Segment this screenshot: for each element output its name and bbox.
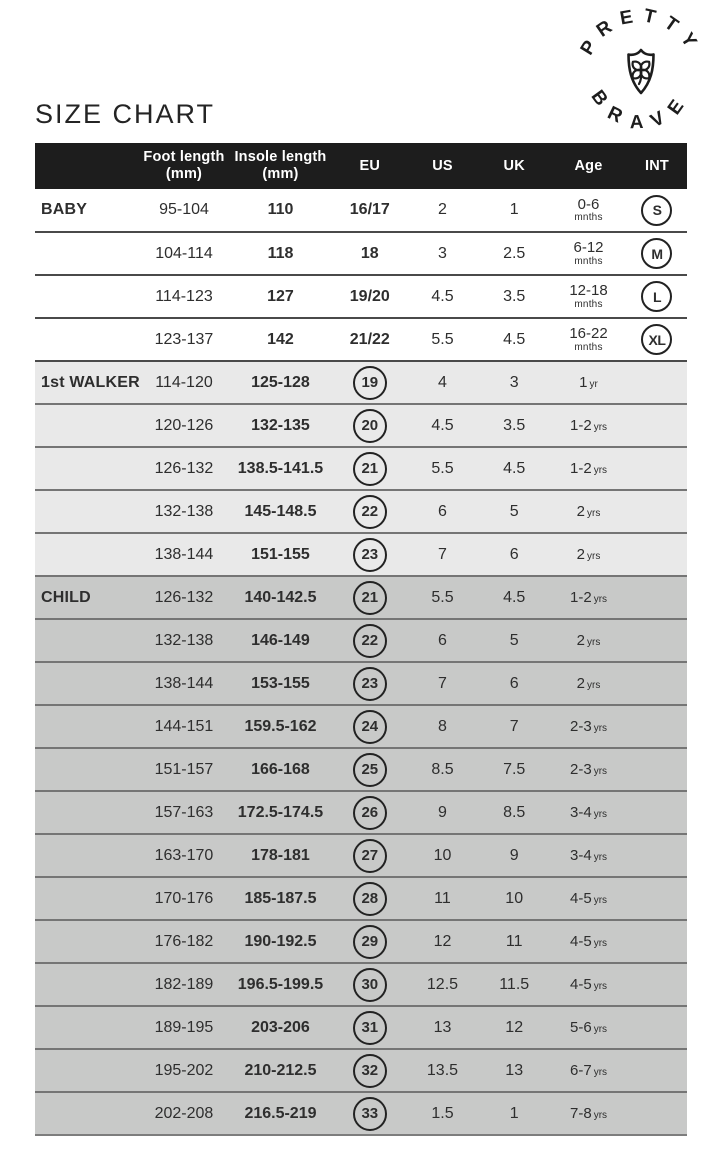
cell-foot-length: 202-208 [140,1092,228,1135]
cell-eu-size [333,705,407,748]
table-row [35,533,687,576]
cell-foot-length: 114-123 [140,275,228,318]
cell-us-size: 6 [407,619,479,662]
cell-us-size: 3 [407,232,479,275]
cell-uk-size: 12 [478,1006,550,1049]
cell-category [35,1006,140,1049]
cell-uk-size: 4.5 [478,576,550,619]
eu-size-circle: 29 [353,925,387,959]
eu-size-circle: 27 [353,839,387,873]
cell-foot-length: 176-182 [140,920,228,963]
cell-foot-length: 132-138 [140,490,228,533]
cell-insole-length: 166-168 [228,748,333,791]
age-unit: yrs [593,1066,608,1078]
cell-insole-length: 132-135 [228,404,333,447]
cell-int-size [627,662,687,705]
eu-size-circle: 21 [353,581,387,615]
header-int: INT [645,157,669,174]
cell-eu-size [333,834,407,877]
cell-eu-size [333,791,407,834]
cell-insole-length: 110 [228,189,333,232]
age-unit: yrs [593,1023,608,1035]
header-us: US [432,157,453,174]
brand-logo [570,6,712,144]
age-value: 0-6 [577,195,600,213]
age-unit: yrs [593,937,608,949]
cell-us-size: 6 [407,490,479,533]
table-row [35,619,687,662]
age-value: 3-4 [570,803,592,821]
cell-category [35,834,140,877]
cell-uk-size: 13 [478,1049,550,1092]
cell-insole-length: 138.5-141.5 [228,447,333,490]
age-value: 2 [576,545,586,563]
table-row [35,791,687,834]
age-unit: yrs [593,722,608,734]
cell-int-size [627,318,687,361]
header-age: Age [574,157,603,174]
shield-clover-icon [629,50,654,93]
cell-eu-size [333,576,407,619]
cell-foot-length: 163-170 [140,834,228,877]
cell-insole-length: 190-192.5 [228,920,333,963]
cell-us-size: 12.5 [407,963,479,1006]
cell-category [35,1049,140,1092]
header-foot-length-label: Foot length [143,149,225,166]
table-row [35,232,687,275]
cell-uk-size: 5 [478,490,550,533]
eu-size-circle: 30 [353,968,387,1002]
cell-int-size [627,619,687,662]
cell-int-size [627,877,687,920]
cell-eu-size [333,920,407,963]
cell-insole-length: 146-149 [228,619,333,662]
age-value: 16-22 [569,325,608,343]
logo-bottom-text: BRAVE [586,86,696,134]
cell-uk-size: 2.5 [478,232,550,275]
cell-category [35,533,140,576]
header-foot-length [140,143,228,189]
age-value: 12-18 [569,282,608,300]
cell-us-size: 5.5 [407,576,479,619]
age-value: 7-8 [570,1104,592,1122]
table-row [35,576,687,619]
table-row [35,447,687,490]
age-unit: yrs [593,851,608,863]
age-unit: yrs [587,550,601,562]
age-unit: yrs [593,464,608,476]
header-category [35,143,140,189]
age-unit: yrs [587,507,601,519]
table-row [35,1049,687,1092]
cell-uk-size: 9 [478,834,550,877]
age-value: 1-2 [570,588,592,606]
cell-us-size: 5.5 [407,318,479,361]
cell-eu-size [333,877,407,920]
cell-foot-length: 144-151 [140,705,228,748]
age-unit: yrs [593,980,608,992]
cell-int-size [627,404,687,447]
table-row [35,1092,687,1135]
age-unit: mnths [574,212,603,224]
cell-insole-length: 203-206 [228,1006,333,1049]
cell-eu-size [333,1049,407,1092]
age-value: 4-5 [570,932,592,950]
cell-uk-size: 3.5 [478,404,550,447]
cell-us-size: 4 [407,361,479,404]
cell-us-size: 7 [407,662,479,705]
cell-int-size [627,791,687,834]
cell-insole-length: 151-155 [228,533,333,576]
cell-category: CHILD [35,576,140,619]
cell-int-size [627,1092,687,1135]
cell-age [550,232,627,275]
table-row [35,963,687,1006]
cell-uk-size: 6 [478,533,550,576]
cell-category [35,1092,140,1135]
eu-size-circle: 22 [353,624,387,658]
header-row [35,143,687,189]
age-unit: mnths [574,255,603,267]
age-value: 1 [579,373,588,391]
cell-category [35,232,140,275]
cell-uk-size: 7.5 [478,748,550,791]
cell-category [35,748,140,791]
table-row [35,662,687,705]
eu-size-circle: 28 [353,882,387,916]
cell-int-size [627,1049,687,1092]
cell-age [550,275,627,318]
cell-foot-length: 123-137 [140,318,228,361]
cell-foot-length: 114-120 [140,361,228,404]
table-row [35,275,687,318]
cell-eu-size: 19/20 [333,275,407,318]
logo-top-text: PRETTY [576,6,706,59]
cell-age [550,1092,627,1135]
cell-foot-length: 95-104 [140,189,228,232]
table-row [35,877,687,920]
eu-size-circle: 26 [353,796,387,830]
cell-us-size: 9 [407,791,479,834]
age-unit: mnths [574,341,603,353]
cell-age [550,576,627,619]
age-unit: yr [589,378,598,390]
cell-insole-length: 118 [228,232,333,275]
cell-category [35,963,140,1006]
cell-age [550,490,627,533]
age-unit: yrs [593,808,608,820]
cell-int-size [627,1006,687,1049]
age-value: 4-5 [570,889,592,907]
cell-uk-size: 6 [478,662,550,705]
cell-age [550,404,627,447]
table-row [35,834,687,877]
int-size-circle: XL [641,324,672,355]
header-uk: UK [503,157,525,174]
age-unit: yrs [593,593,608,605]
header-insole-length-unit: (mm) [262,166,299,182]
cell-us-size: 10 [407,834,479,877]
cell-us-size: 4.5 [407,275,479,318]
age-value: 2 [576,674,586,692]
age-unit: yrs [593,894,608,906]
size-chart-table [35,143,687,1136]
age-value: 6-12 [573,239,604,257]
cell-int-size [627,447,687,490]
cell-foot-length: 182-189 [140,963,228,1006]
cell-foot-length: 120-126 [140,404,228,447]
cell-foot-length: 132-138 [140,619,228,662]
cell-age [550,318,627,361]
eu-size-circle: 23 [353,538,387,572]
age-value: 6-7 [570,1061,592,1079]
cell-insole-length: 178-181 [228,834,333,877]
cell-uk-size: 3 [478,361,550,404]
cell-category [35,318,140,361]
cell-uk-size: 3.5 [478,275,550,318]
cell-us-size: 2 [407,189,479,232]
cell-int-size [627,576,687,619]
cell-eu-size [333,748,407,791]
cell-insole-length: 185-187.5 [228,877,333,920]
cell-category: 1st WALKER [35,361,140,404]
cell-foot-length: 126-132 [140,447,228,490]
cell-us-size: 4.5 [407,404,479,447]
table-row [35,490,687,533]
eu-size-circle: 31 [353,1011,387,1045]
cell-age [550,791,627,834]
age-value: 2 [576,502,586,520]
cell-int-size [627,275,687,318]
cell-age [550,877,627,920]
cell-insole-length: 159.5-162 [228,705,333,748]
age-value: 2 [576,631,586,649]
eu-size-circle: 23 [353,667,387,701]
cell-category: BABY [35,189,140,232]
cell-int-size [627,705,687,748]
cell-us-size: 1.5 [407,1092,479,1135]
cell-eu-size: 18 [333,232,407,275]
cell-insole-length: 140-142.5 [228,576,333,619]
table-row [35,705,687,748]
age-value: 1-2 [570,459,592,477]
cell-foot-length: 104-114 [140,232,228,275]
age-value: 2-3 [570,717,592,735]
cell-int-size [627,920,687,963]
cell-us-size: 11 [407,877,479,920]
cell-category [35,404,140,447]
cell-eu-size: 16/17 [333,189,407,232]
cell-uk-size: 4.5 [478,318,550,361]
cell-us-size: 5.5 [407,447,479,490]
eu-size-circle: 19 [353,366,387,400]
cell-eu-size [333,361,407,404]
age-unit: yrs [593,1109,608,1121]
cell-insole-length: 216.5-219 [228,1092,333,1135]
age-value: 5-6 [570,1018,592,1036]
table-row [35,920,687,963]
eu-size-circle: 32 [353,1054,387,1088]
page-title: SIZE CHART [35,99,216,129]
age-value: 2-3 [570,760,592,778]
cell-us-size: 8 [407,705,479,748]
eu-size-circle: 33 [353,1097,387,1131]
table-row [35,1006,687,1049]
age-value: 1-2 [570,416,592,434]
cell-foot-length: 151-157 [140,748,228,791]
cell-eu-size: 21/22 [333,318,407,361]
table-row [35,318,687,361]
cell-age [550,834,627,877]
cell-int-size [627,834,687,877]
cell-foot-length: 195-202 [140,1049,228,1092]
cell-int-size [627,361,687,404]
eu-size-circle: 22 [353,495,387,529]
cell-eu-size [333,533,407,576]
table-row [35,748,687,791]
cell-age [550,748,627,791]
cell-insole-length: 142 [228,318,333,361]
cell-age [550,447,627,490]
cell-foot-length: 170-176 [140,877,228,920]
cell-int-size [627,533,687,576]
cell-category [35,791,140,834]
table-row [35,189,687,232]
cell-category [35,662,140,705]
cell-category [35,447,140,490]
eu-size-circle: 21 [353,452,387,486]
cell-insole-length: 127 [228,275,333,318]
cell-insole-length: 153-155 [228,662,333,705]
cell-us-size: 13 [407,1006,479,1049]
cell-category [35,490,140,533]
cell-category [35,275,140,318]
eu-size-circle: 25 [353,753,387,787]
header-insole-length [228,143,333,189]
age-value: 3-4 [570,846,592,864]
cell-age [550,920,627,963]
cell-eu-size [333,963,407,1006]
age-unit: yrs [593,421,608,433]
int-size-circle: S [641,195,672,226]
cell-category [35,920,140,963]
cell-us-size: 12 [407,920,479,963]
table-row [35,404,687,447]
cell-age [550,1006,627,1049]
header-eu: EU [359,157,381,174]
cell-age [550,619,627,662]
cell-foot-length: 157-163 [140,791,228,834]
cell-eu-size [333,447,407,490]
cell-foot-length: 138-144 [140,662,228,705]
cell-age [550,705,627,748]
cell-uk-size: 1 [478,1092,550,1135]
header-insole-length-label: Insole length [234,149,327,166]
int-size-circle: M [641,238,672,269]
cell-age [550,189,627,232]
cell-int-size [627,490,687,533]
cell-category [35,877,140,920]
cell-age [550,1049,627,1092]
cell-eu-size [333,662,407,705]
cell-uk-size: 1 [478,189,550,232]
cell-uk-size: 5 [478,619,550,662]
age-unit: yrs [593,765,608,777]
table-body [35,189,687,1135]
cell-foot-length: 138-144 [140,533,228,576]
cell-uk-size: 11 [478,920,550,963]
cell-category [35,705,140,748]
cell-uk-size: 8.5 [478,791,550,834]
table-header [35,143,687,189]
cell-us-size: 13.5 [407,1049,479,1092]
cell-uk-size: 7 [478,705,550,748]
age-value: 4-5 [570,975,592,993]
cell-age [550,662,627,705]
eu-size-circle: 24 [353,710,387,744]
cell-uk-size: 10 [478,877,550,920]
cell-int-size [627,963,687,1006]
cell-age [550,963,627,1006]
cell-eu-size [333,1092,407,1135]
cell-insole-length: 196.5-199.5 [228,963,333,1006]
header-foot-length-unit: (mm) [165,166,203,182]
int-size-circle: L [641,281,672,312]
age-unit: mnths [574,298,603,310]
cell-eu-size [333,1006,407,1049]
age-unit: yrs [587,679,601,691]
cell-eu-size [333,619,407,662]
cell-uk-size: 4.5 [478,447,550,490]
cell-category [35,619,140,662]
cell-eu-size [333,490,407,533]
cell-us-size: 8.5 [407,748,479,791]
cell-age [550,361,627,404]
cell-foot-length: 126-132 [140,576,228,619]
cell-age [550,533,627,576]
cell-insole-length: 210-212.5 [228,1049,333,1092]
cell-int-size [627,748,687,791]
cell-us-size: 7 [407,533,479,576]
cell-int-size [627,232,687,275]
cell-int-size [627,189,687,232]
cell-eu-size [333,404,407,447]
eu-size-circle: 20 [353,409,387,443]
cell-foot-length: 189-195 [140,1006,228,1049]
cell-insole-length: 125-128 [228,361,333,404]
cell-uk-size: 11.5 [478,963,550,1006]
table-row [35,361,687,404]
cell-insole-length: 145-148.5 [228,490,333,533]
cell-insole-length: 172.5-174.5 [228,791,333,834]
age-unit: yrs [587,636,601,648]
